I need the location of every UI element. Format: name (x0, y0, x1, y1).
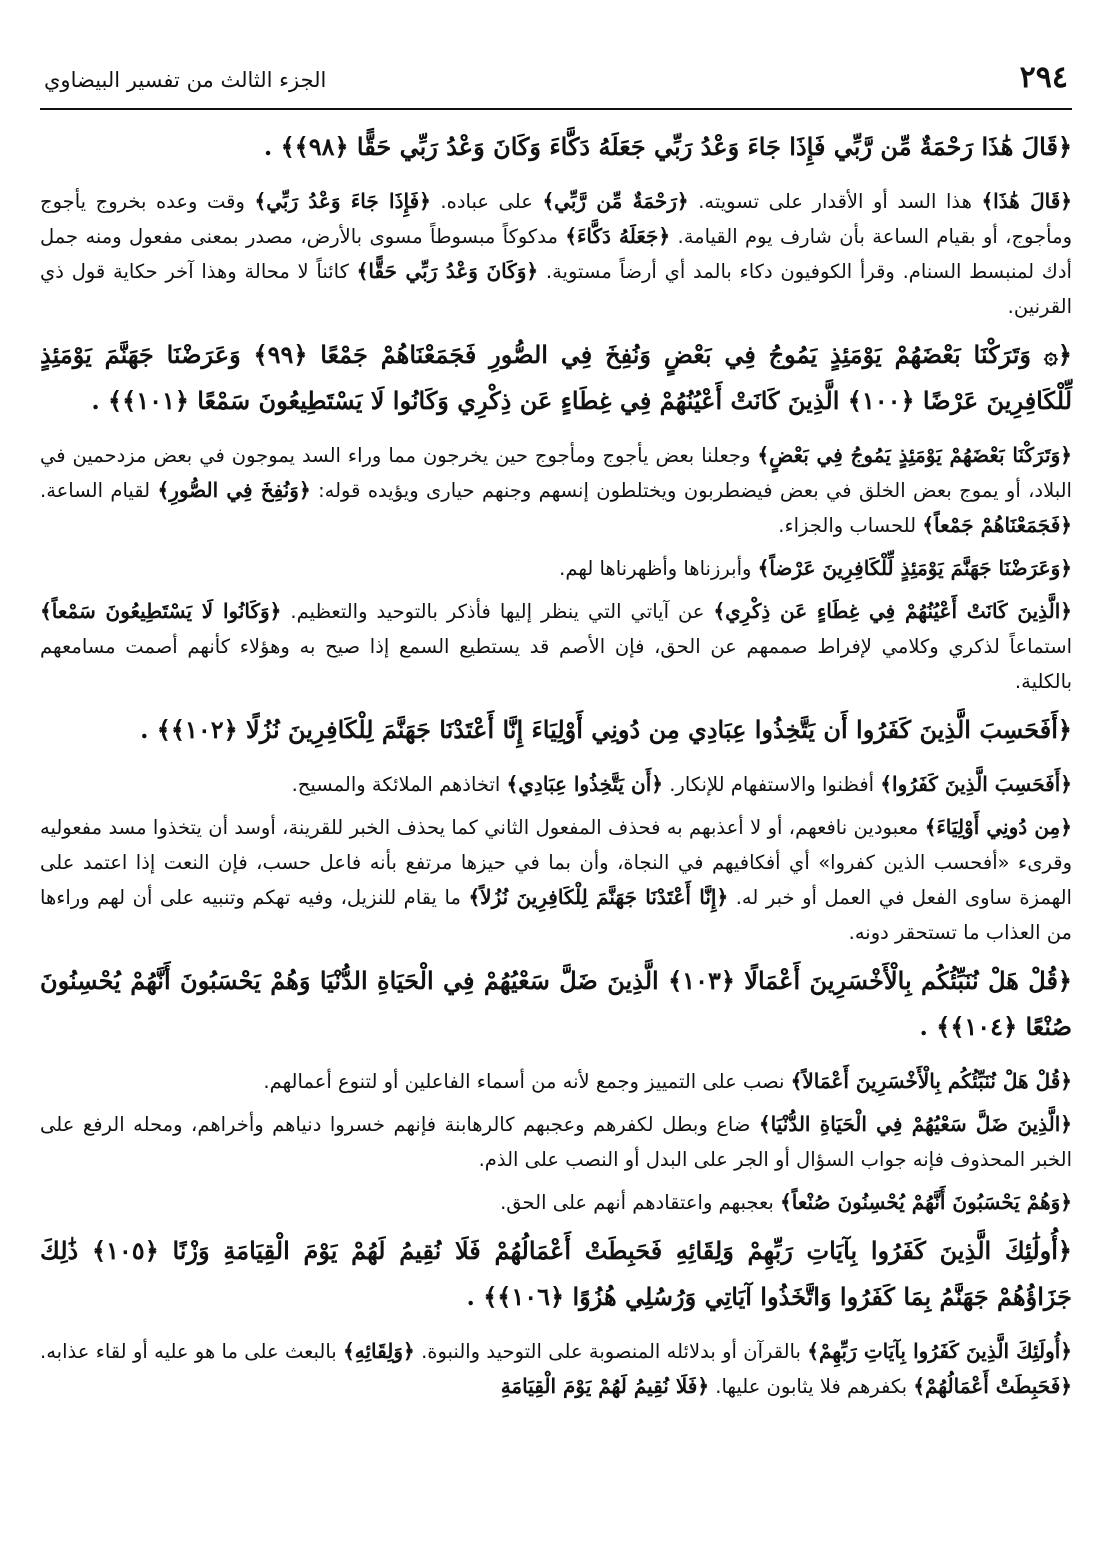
quoted-verse-fragment: ﴿وَكَانَ وَعْدُ رَبِّي حَقًّا﴾ (356, 259, 539, 283)
page (40, 52, 1072, 1412)
quoted-verse-fragment: ﴿وَهُمْ يَحْسَبُونَ أَنَّهُمْ يُحْسِنُونَ صُنْعاً﴾ (780, 1190, 1072, 1214)
quoted-verse-fragment: ﴿وَكَانُوا لَا يَسْتَطِيعُونَ سَمْعاً﴾ (40, 599, 282, 623)
running-title: الجزء الثالث من تفسير البيضاوي (44, 68, 327, 92)
commentary-text: بالبعث على ما هو عليه أو لقاء عذابه. (40, 1340, 344, 1363)
quoted-verse-fragment: ﴿فَإِذَا جَاءَ وَعْدُ رَبِّي﴾ (254, 189, 431, 213)
commentary-text: أفظنوا والاستفهام للإنكار. (663, 773, 881, 796)
page-header (40, 52, 1072, 110)
quoted-verse-fragment: ﴿وَنُفِخَ فِي الصُّورِ﴾ (157, 478, 311, 502)
commentary-text: هذا السد أو الأقدار على تسويته. (688, 190, 982, 213)
commentary-paragraph (40, 810, 1072, 950)
quran-verse: ﴿۞ وَتَرَكْنَا بَعْضَهُمْ يَوْمَئِذٍ يَمُوجُ فِي بَعْضٍ وَنُفِخَ فِي الصُّورِ فَجَمَعْنَاهُمْ جَمْعًا ﴿٩٩﴾ وَعَرَضْنَا جَهَنَّمَ يَوْمَئِذٍ لِّلْكَافِرِينَ عَرْضًا ﴿١٠٠﴾ الَّذِينَ كَانَتْ أَعْيُنُهُمْ فِي غِطَاءٍ عَن ذِكْرِي وَكَانُوا لَا يَسْتَطِيعُونَ سَمْعًا ﴿١٠١﴾﴾ . (40, 340, 1072, 415)
commentary-paragraph (40, 551, 1072, 586)
commentary-text: بعجبهم واعتقادهم أنهم على الحق. (500, 1191, 781, 1214)
quoted-verse-fragment: ﴿فَجَمَعْنَاهُمْ جَمْعاً﴾ (922, 513, 1072, 537)
quoted-verse-fragment: ﴿الَّذِينَ ضَلَّ سَعْيُهُمْ فِي الْحَيَاةِ الدُّنْيَا﴾ (758, 1112, 1072, 1136)
commentary-text: نصب على التمييز وجمع لأنه من أسماء الفاعلين أو لتنوع أعمالهم. (263, 1070, 791, 1093)
commentary-text: ضاع وبطل لكفرهم وعجبهم كالرهابنة فإنهم خسروا دنياهم وأخراهم، ومحله الرفع على الخبر المحذوف فإنه جواب السؤال أو الجر على البدل أو النصب على الذم. (40, 1113, 1072, 1171)
commentary-text: استماعاً لذكري وكلامي لإفراط صممهم عن الحق، فإن الأصم قد يستطيع السمع إذا صيح به وهؤلاء كأنهم أصمت مسامعهم بالكلية. (40, 635, 1072, 693)
commentary-text: بكفرهم فلا يثابون عليها. (709, 1375, 914, 1398)
commentary-text: معبودين نافعهم، أو لا أعذبهم به فحذف المفعول الثاني كما يحذف الخبر للقرينة، أوسد أن يتخذوا مسد مفعوليه وقرىء «أفحسب الذين كفروا» أي أفكافيهم في النجاة، وأن بما في حيزها مرتفع بأنه فاعل حسب، فإن النعت إذا اعتمد على الهمزة ساوى الفعل في العمل أو خبر له. (40, 816, 1072, 909)
commentary-paragraph (40, 594, 1072, 699)
quoted-verse-fragment: ﴿الَّذِينَ كَانَتْ أَعْيُنُهُمْ فِي غِطَاءٍ عَن ذِكْرِي﴾ (713, 599, 1073, 623)
commentary-text: على عباده. (430, 190, 543, 213)
commentary-text: للحساب والجزاء. (778, 514, 923, 537)
quoted-verse-fragment: ﴿وَلِقَائِهِ﴾ (343, 1339, 415, 1363)
quoted-verse-fragment: ﴿أُولَئِكَ الَّذِينَ كَفَرُوا بِآيَاتِ رَبِّهِمْ﴾ (807, 1339, 1073, 1363)
commentary-text: بالقرآن أو بدلائله المنصوبة على التوحيد والنبوة. (414, 1340, 808, 1363)
commentary-text: وقت وعده بخروج يأجوج ومأجوج، أو بقيام الساعة بأن شارف يوم القيامة. (40, 190, 1072, 248)
quoted-verse-fragment: ﴿إِنَّا أَعْتَدْنَا جَهَنَّمَ لِلْكَافِرِينَ نُزُلاً﴾ (468, 885, 729, 909)
commentary-paragraph (40, 184, 1072, 324)
commentary-paragraph (40, 438, 1072, 543)
quran-verse: ﴿قُلْ هَلْ نُنَبِّئُكُم بِالْأَخْسَرِينَ أَعْمَالًا ﴿١٠٣﴾ الَّذِينَ ضَلَّ سَعْيُهُمْ فِي الْحَيَاةِ الدُّنْيَا وَهُمْ يَحْسَبُونَ أَنَّهُمْ يُحْسِنُونَ صُنْعًا ﴿١٠٤﴾﴾ . (40, 966, 1072, 1041)
commentary-paragraph (40, 1107, 1072, 1177)
quoted-verse-fragment: ﴿وَعَرَضْنَا جَهَنَّمَ يَوْمَئِذٍ لِّلْكَافِرِينَ عَرْضاً﴾ (757, 556, 1072, 580)
quoted-verse-fragment: ﴿رَحْمَةٌ مِّن رَّبِّي﴾ (542, 189, 689, 213)
commentary-paragraph (40, 1334, 1072, 1404)
commentary-paragraph (40, 1185, 1072, 1220)
body-content (40, 124, 1072, 1404)
quoted-verse-fragment: ﴿جَعَلَهُ دَكَّاءَ﴾ (565, 224, 671, 248)
quoted-verse-fragment: ﴿وَتَرَكْنَا بَعْضَهُمْ يَوْمَئِذٍ يَمُوجُ فِي بَعْضٍ﴾ (757, 443, 1072, 467)
quoted-verse-fragment: ﴿مِن دُونِي أَوْلِيَاءَ﴾ (924, 815, 1072, 839)
quran-verse: ﴿أُولَٰئِكَ الَّذِينَ كَفَرُوا بِآيَاتِ رَبِّهِمْ وَلِقَائِهِ فَحَبِطَتْ أَعْمَالُهُمْ فَلَا نُقِيمُ لَهُمْ يَوْمَ الْقِيَامَةِ وَزْنًا ﴿١٠٥﴾ ذَٰلِكَ جَزَاؤُهُمْ جَهَنَّمُ بِمَا كَفَرُوا وَاتَّخَذُوا آيَاتِي وَرُسُلِي هُزُوًا ﴿١٠٦﴾﴾ . (40, 1236, 1072, 1311)
quoted-verse-fragment: ﴿أَن يَتَّخِذُوا عِبَادِي﴾ (506, 772, 664, 796)
quoted-verse-fragment: ﴿قُلْ هَلْ نُنَبِّئُكُم بِالْأَخْسَرِينَ أَعْمَالاً﴾ (790, 1069, 1072, 1093)
commentary-text: وجعلنا بعض يأجوج ومأجوج حين يخرجون مما وراء السد يموجون في بعض مزدحمين في البلاد، أو يموج بعض الخلق في بعض فيضطربون ويختلطون إنسهم وجنهم حيارى ويؤيده قوله: (40, 444, 1072, 502)
commentary-text: وأبرزناها وأظهرناها لهم. (559, 557, 758, 580)
commentary-paragraph (40, 767, 1072, 802)
quoted-verse-fragment: ﴿فَلَا نُقِيمُ لَهُمْ يَوْمَ الْقِيَامَةِ (500, 1374, 710, 1398)
quran-verse: ﴿أَفَحَسِبَ الَّذِينَ كَفَرُوا أَن يَتَّخِذُوا عِبَادِي مِن دُونِي أَوْلِيَاءَ إِنَّا أَعْتَدْنَا جَهَنَّمَ لِلْكَافِرِينَ نُزُلًا ﴿١٠٢﴾﴾ . (140, 715, 1072, 744)
commentary-text: ما يقام للنزيل، وفيه تهكم وتنبيه على أن لهم وراءها من العذاب ما تستحقر دونه. (40, 886, 1072, 944)
commentary-text: مدكوكاً مبسوطاً مسوى بالأرض، مصدر بمعنى مفعول ومنه جمل أدك لمنبسط السنام. وقرأ الكوفيون دكاء بالمد أي أرضاً مستوية. (40, 225, 1072, 283)
page-number: ٢٩٤ (1019, 60, 1068, 95)
commentary-text: عن آياتي التي ينظر إليها فأذكر بالتوحيد والتعظيم. (281, 600, 714, 623)
quran-verse: ﴿قَالَ هَٰذَا رَحْمَةٌ مِّن رَّبِّي فَإِذَا جَاءَ وَعْدُ رَبِّي جَعَلَهُ دَكَّاءَ وَكَانَ وَعْدُ رَبِّي حَقًّا ﴿٩٨﴾﴾ . (263, 132, 1072, 161)
quoted-verse-fragment: ﴿فَحَبِطَتْ أَعْمَالُهُمْ﴾ (913, 1374, 1072, 1398)
commentary-text: لقيام الساعة. (40, 479, 158, 502)
quoted-verse-fragment: ﴿قَالَ هَٰذَا﴾ (981, 189, 1072, 213)
quoted-verse-fragment: ﴿أَفَحَسِبَ الَّذِينَ كَفَرُوا﴾ (880, 772, 1072, 796)
commentary-paragraph (40, 1064, 1072, 1099)
commentary-text: كائناً لا محالة وهذا آخر حكاية قول ذي القرنين. (40, 260, 1072, 318)
commentary-text: اتخاذهم الملائكة والمسيح. (291, 773, 507, 796)
